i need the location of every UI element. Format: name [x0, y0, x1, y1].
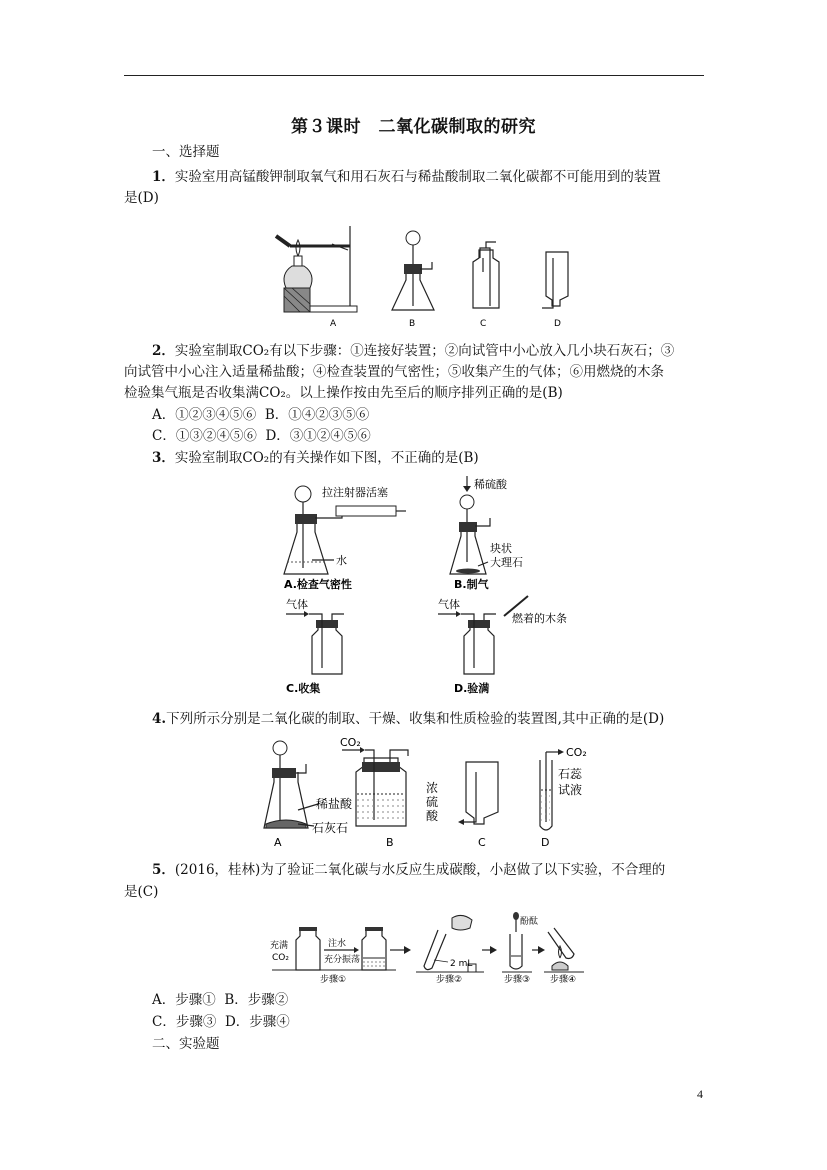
q5-options-cd	[152, 1012, 290, 1032]
q4-litmus-label-2: 试液	[558, 783, 583, 797]
q4-acid-label-1: 浓	[426, 781, 439, 795]
q5-step3-label: 步骤③	[504, 975, 531, 985]
q1-apparatus-c	[473, 242, 499, 308]
q5-step4-apparatus	[532, 928, 584, 972]
page-number: 4	[697, 1087, 703, 1101]
q4-acid-label-3: 酸	[426, 809, 439, 823]
q5-option-d: D．步骤④	[224, 1014, 290, 1030]
q5-full-label-2: CO₂	[272, 953, 289, 963]
q2-option-b: B．①④②③⑤⑥	[264, 407, 370, 423]
q4-label-c: C	[478, 836, 486, 849]
q3-caption-b: B.制气	[454, 578, 489, 591]
q1-label-d: D	[554, 319, 561, 329]
q2-options-cd	[152, 426, 371, 446]
page-title: 第３课时 二氧化碳制取的研究	[291, 117, 536, 137]
q4-label-b: B	[386, 836, 394, 849]
section-heading-choice: 一、选择题	[152, 144, 220, 160]
q4-text-line1: 4.下列所示分别是二氧化碳的制取、干燥、收集和性质检验的装置图,其中正确的是(D)	[152, 711, 665, 727]
q1-apparatus-d	[542, 252, 568, 308]
q4-label-a: A	[274, 836, 282, 849]
q2-options-ab	[152, 405, 369, 425]
q2-text-line3: 检验集气瓶是否收集满CO₂。以上操作按由先至后的顺序排列正确的是(B)	[124, 385, 563, 401]
q5-option-b: B．步骤②	[224, 992, 289, 1008]
q5-full-label-1: 充满	[270, 941, 289, 951]
q3-text-line1: 3．实验室制取CO₂的有关操作如下图，不正确的是(B)	[152, 450, 479, 466]
q1-label-a: A	[330, 319, 337, 329]
q2-text-line1: 2．实验室制取CO₂有以下步骤：①连接好装置；②向试管中小心放入几小块石灰石；③	[152, 343, 675, 359]
q4-litmus-label-1: 石蕊	[558, 767, 583, 781]
q5-option-c: C．步骤③	[152, 1014, 217, 1030]
q1-label-c: C	[480, 319, 487, 329]
q5-step4-label: 步骤④	[550, 975, 577, 985]
q5-shake-label: 充分振荡	[324, 955, 361, 965]
q3-caption-a: A.检查气密性	[284, 578, 352, 591]
q4-apparatus-c	[458, 762, 498, 825]
q4-hcl-label: 稀盐酸	[316, 797, 353, 811]
header-rule	[124, 75, 704, 76]
q3-caption-d: D.验满	[454, 682, 490, 695]
q1-apparatus-a	[276, 226, 357, 312]
q2-option-c: C．①③②④⑤⑥	[152, 428, 257, 444]
q2-text-line2: 向试管中小心注入适量稀盐酸；④检查装置的气密性；⑤收集产生的气体；⑥用燃烧的木条	[124, 364, 664, 380]
q5-step2-label: 步骤②	[436, 975, 463, 985]
q5-ml-label: 2 mL	[450, 959, 473, 969]
q4-apparatus-a	[264, 741, 318, 828]
q5-phenol-label: 酚酞	[520, 917, 539, 927]
q5-step1-label: 步骤①	[320, 975, 347, 985]
q3-syringe-label: 拉注射器活塞	[322, 486, 388, 499]
q3-apparatus-c	[286, 611, 344, 674]
q2-option-a: A．①②③④⑤⑥	[152, 407, 257, 423]
q2-option-d: D．③①②④⑤⑥	[265, 428, 371, 444]
q3-stick-label: 燃着的木条	[512, 612, 567, 625]
q3-marble-label-1: 块状	[490, 542, 512, 555]
q5-inject-label: 注水	[328, 939, 347, 949]
q4-label-d: D	[541, 836, 550, 849]
q3-acid-label: 稀硫酸	[474, 478, 507, 491]
q1-text-line2: 是(D)	[124, 190, 159, 206]
q5-figure	[266, 910, 596, 990]
q5-option-a: A．步骤①	[152, 992, 216, 1008]
q1-figure	[270, 222, 590, 330]
q3-water-label: 水	[336, 554, 347, 567]
q3-gas-label-2: 气体	[438, 598, 460, 611]
q5-text-line2: 是(C)	[124, 884, 159, 900]
section-heading-experiment: 二、实验题	[152, 1036, 220, 1052]
q3-figure	[282, 474, 582, 698]
q4-figure	[262, 738, 622, 850]
q4-limestone-label: 石灰石	[312, 821, 349, 835]
q3-gas-label-1: 气体	[286, 598, 308, 611]
q1-label-b: B	[409, 319, 416, 329]
q1-apparatus-b	[392, 231, 434, 310]
q1-text-line1: 1．实验室用高锰酸钾制取氧气和用石灰石与稀盐酸制取二氧化碳都不可能用到的装置	[152, 169, 661, 185]
q3-caption-c: C.收集	[286, 682, 321, 695]
q5-text-line1: 5．(2016，桂林)为了验证二氧化碳与水反应生成碳酸，小赵做了以下实验，不合理的	[152, 862, 666, 878]
q4-co2-label-b: CO₂	[340, 736, 361, 749]
q3-marble-label-2: 大理石	[490, 556, 523, 569]
q4-apparatus-b	[342, 747, 408, 826]
q4-acid-label-2: 硫	[426, 795, 439, 809]
q5-options-ab	[152, 990, 288, 1010]
q4-co2-label-d: CO₂	[566, 746, 587, 759]
